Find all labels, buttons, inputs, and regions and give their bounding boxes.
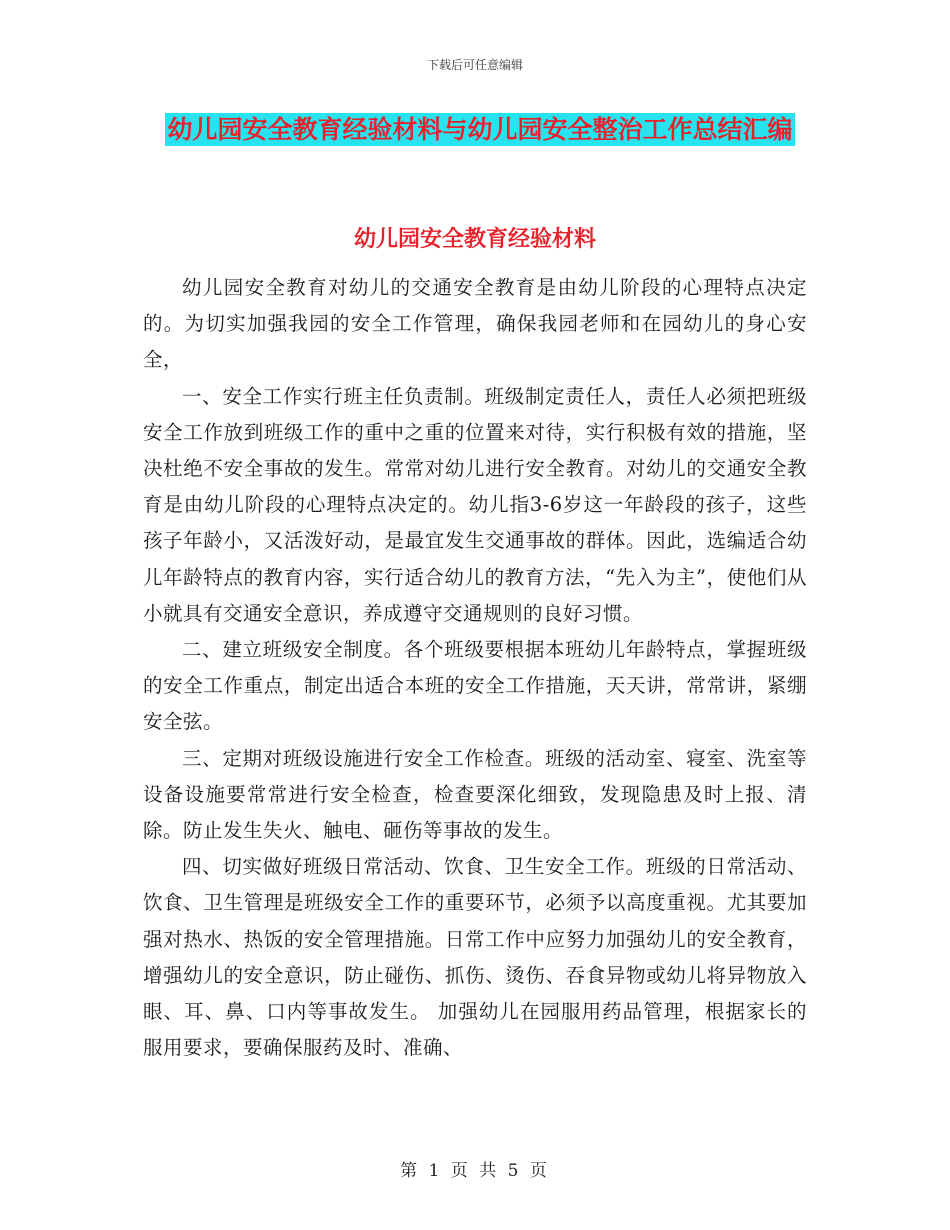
document-title-text: 幼儿园安全教育经验材料与幼儿园安全整治工作总结汇编 (167, 115, 793, 144)
paragraph: 一、安全工作实行班主任负责制。班级制定责任人，责任人必须把班级安全工作放到班级工作的重中之重的位置来对待，实行积极有效的措施，坚决杜绝不安全事故的发生。常常对幼儿进行安全教育。对幼儿的交通安全教育是由幼儿阶段的心理特点决定的。幼儿指3-6岁这一年龄段的孩子，这些孩子年龄小，又活泼好动，是最宜发生交通事故的群体。因此，选编适合幼儿年龄特点的教育内容，实行适合幼儿的教育方法，“先入为主”，使他们从小就具有交通安全意识，养成遵守交通规则的良好习惯。 (143, 384, 807, 625)
document-body (143, 270, 807, 1066)
paragraph: 三、定期对班级设施进行安全工作检查。班级的活动室、寝室、洗室等设备设施要常常进行安全检查，检查要深化细致，发现隐患及时上报、清除。防止发生失火、触电、砸伤等事故的发生。 (143, 746, 807, 843)
page-footer: 第 1 页 共 5 页 (400, 1161, 550, 1181)
paragraph: 幼儿园安全教育对幼儿的交通安全教育是由幼儿阶段的心理特点决定的。为切实加强我园的安全工作管理，确保我园老师和在园幼儿的身心安全， (143, 276, 807, 372)
paragraph: 四、切实做好班级日常活动、饮食、卫生安全工作。班级的日常活动、饮食、卫生管理是班级安全工作的重要环节，必须予以高度重视。尤其要加强对热水、热饭的安全管理措施。日常工作中应努力加强幼儿的安全教育，增强幼儿的安全意识，防止碰伤、抓伤、烫伤、吞食异物或幼儿将异物放入眼、耳、鼻、口内等事故发生。 加强幼儿在园服用药品管理，根据家长的服用要求，要确保服药及时、准确、 (143, 855, 807, 1060)
document-title (140, 108, 820, 152)
section-title: 幼儿园安全教育经验材料 (353, 227, 596, 252)
header-note: 下载后可任意编辑 (426, 58, 523, 72)
paragraph: 二、建立班级安全制度。各个班级要根据本班幼儿年龄特点，掌握班级的安全工作重点，制定出适合本班的安全工作措施，天天讲，常常讲，紧绷安全弦。 (143, 638, 807, 734)
